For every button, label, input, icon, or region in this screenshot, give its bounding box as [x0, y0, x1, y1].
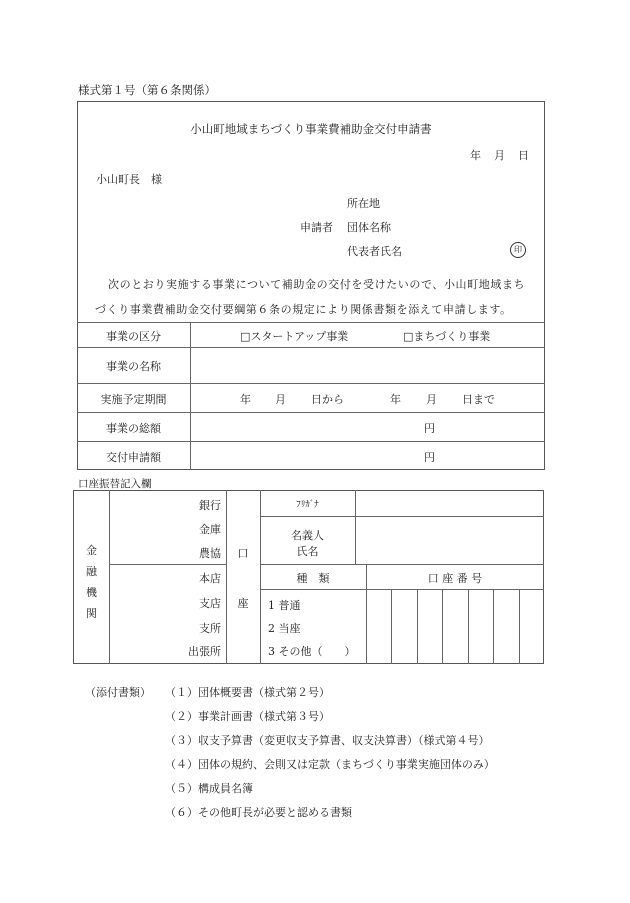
table-rule [77, 383, 545, 384]
body-text-line-1: 次のとおり実施する事業について補助金の交付を受けたいので、小山町地域まち [108, 278, 526, 291]
total-field[interactable] [191, 413, 544, 440]
account-digit-cell[interactable] [418, 590, 441, 663]
institution-label: 金融機関 [86, 544, 97, 620]
category-label: 事業の区分 [106, 330, 161, 343]
furigana-label: ﾌﾘｶﾞﾅ [296, 500, 319, 510]
holder-label-1: 名義人 [291, 529, 324, 542]
attachment-item: （６）その他町長が必要と認める書類 [165, 806, 352, 819]
branch-type-head-office[interactable]: 本店 [199, 572, 221, 585]
account-type-ordinary[interactable]: 1 普通 [268, 599, 301, 612]
total-unit: 円 [424, 422, 435, 435]
branch-type-agency[interactable]: 出張所 [188, 645, 221, 658]
address-label: 所在地 [347, 197, 380, 210]
total-label: 事業の総額 [106, 422, 161, 435]
attachment-item: （３）収支予算書（変更収支予算書、収支決算書）（様式第４号） [165, 734, 490, 747]
form-title: 小山町地域まちづくり事業費補助金交付申請書 [190, 122, 432, 136]
project-name-field[interactable] [191, 348, 544, 382]
period-from-day: 日から [311, 393, 344, 406]
institution-type-shinkin[interactable]: 金庫 [199, 523, 221, 536]
form-number: 様式第１号（第６条関係） [78, 83, 216, 97]
bank-rule [109, 490, 110, 664]
institution-type-bank[interactable]: 銀行 [199, 499, 221, 512]
account-digit-cell[interactable] [520, 590, 543, 663]
seal-icon: 印 [510, 242, 526, 258]
body-text-line-2: づくり事業費補助金交付要綱第６条の規定により関係書類を添えて申請します。 [95, 303, 512, 316]
category-option-startup[interactable]: □スタートアップ事業 [240, 330, 349, 343]
account-digit-cell[interactable] [367, 590, 390, 663]
attachments-label: （添付書類） [85, 686, 151, 699]
account-label-bottom: 座 [237, 597, 249, 610]
furigana-field[interactable] [356, 491, 543, 515]
bank-rule [260, 564, 544, 565]
account-digit-cell[interactable] [392, 590, 415, 663]
period-from-month: 月 [275, 393, 286, 406]
attachment-item: （４）団体の規約、会則又は定款（まちづくり事業実施団体のみ） [165, 758, 495, 771]
branch-type-branch[interactable]: 支店 [199, 597, 221, 610]
institution-type-ja[interactable]: 農協 [199, 547, 221, 560]
project-name-label: 事業の名称 [106, 360, 161, 373]
date-day-label: 日 [518, 149, 529, 162]
bank-rule [226, 490, 227, 664]
rep-name-label: 代表者氏名 [347, 245, 402, 258]
attachment-item: （２）事業計画書（様式第３号） [165, 710, 330, 723]
addressee: 小山町長 様 [96, 173, 162, 186]
period-label: 実施予定期間 [100, 393, 167, 406]
period-from-year: 年 [240, 393, 251, 406]
account-type-other[interactable]: 3 その他（ ） [268, 645, 356, 658]
branch-type-sub-branch[interactable]: 支所 [199, 622, 221, 635]
account-digit-cell[interactable] [443, 590, 466, 663]
account-type-current[interactable]: 2 当座 [268, 622, 301, 635]
account-digit-cell[interactable] [494, 590, 517, 663]
request-unit: 円 [424, 451, 435, 464]
date-month-label: 月 [494, 149, 505, 162]
org-name-label: 団体名称 [347, 221, 391, 234]
period-to-month: 月 [426, 393, 437, 406]
account-label-top: 口 [237, 547, 249, 560]
request-label: 交付申請額 [106, 451, 161, 464]
date-year-label: 年 [470, 149, 481, 162]
holder-name-field[interactable] [356, 517, 543, 563]
account-number-header: 口 座 番 号 [427, 572, 483, 585]
bank-rule [109, 564, 226, 565]
period-to-year: 年 [390, 393, 401, 406]
bank-section-title: 口座振替記入欄 [78, 478, 152, 490]
request-field[interactable] [191, 442, 544, 469]
period-to-day: 日まで [462, 393, 495, 406]
attachment-item: （１）団体概要書（様式第２号） [165, 686, 330, 699]
table-rule [77, 322, 545, 323]
category-option-machizukuri[interactable]: □まちづくり事業 [403, 330, 491, 343]
type-header: 種 類 [296, 572, 330, 585]
account-digit-cell[interactable] [469, 590, 492, 663]
seal-mark [510, 242, 526, 258]
attachment-item: （５）構成員名簿 [165, 782, 253, 795]
applicant-label: 申請者 [300, 221, 333, 234]
holder-label-2: 氏名 [296, 545, 319, 558]
